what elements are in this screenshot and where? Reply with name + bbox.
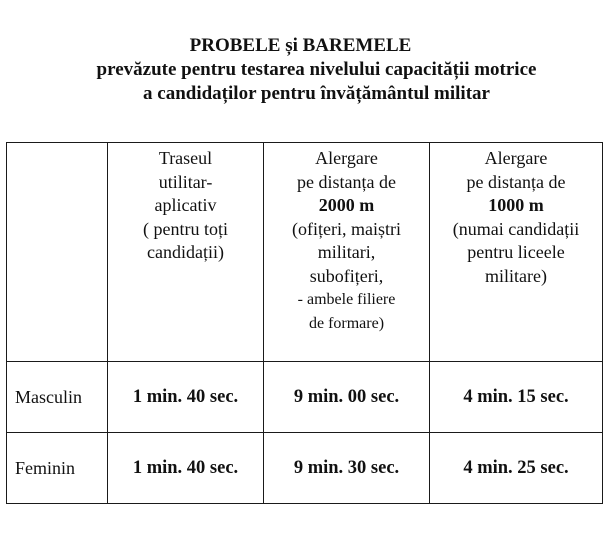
document-title — [0, 34, 609, 106]
header-traseul-line: Traseul — [158, 148, 213, 168]
header-traseul-line: ( pentru toți — [143, 218, 228, 239]
table-row-masculin — [7, 362, 603, 433]
header-2000-line: militari, — [317, 242, 376, 262]
header-1000-distance: 1000 m — [488, 195, 544, 215]
header-2000-distance: 2000 m — [318, 195, 375, 215]
table-row-feminin — [7, 433, 603, 504]
header-1000-line: militare) — [485, 265, 547, 286]
header-alergare-1000 — [430, 143, 603, 362]
header-1000-line: pe distanța de — [466, 171, 566, 192]
header-2000-line: - ambele filiere — [297, 291, 396, 308]
header-traseul-line: candidații) — [147, 242, 224, 262]
header-alergare-2000 — [264, 143, 430, 362]
corner-cell — [7, 143, 108, 362]
header-2000-line: de formare) — [308, 314, 385, 332]
header-1000-line: Alergare — [484, 148, 548, 168]
title-line-3: a candidaților pentru învățământul militar — [143, 83, 490, 104]
header-2000-line: (ofițeri, maiștri — [292, 218, 401, 239]
header-traseul — [108, 143, 264, 362]
value-cell: 4 min. 15 sec. — [430, 362, 603, 433]
value-cell: 9 min. 30 sec. — [264, 433, 430, 504]
value-cell: 1 min. 40 sec. — [108, 362, 264, 433]
header-2000-line: pe distanța de — [297, 171, 396, 192]
header-traseul-line: aplicativ — [154, 195, 217, 215]
header-1000-line: pentru liceele — [467, 242, 565, 262]
value-cell: 4 min. 25 sec. — [430, 433, 603, 504]
value-cell: 1 min. 40 sec. — [108, 433, 264, 504]
table-header-row — [7, 143, 603, 362]
value-cell: 9 min. 00 sec. — [264, 362, 430, 433]
header-1000-line: (numai candidații — [452, 218, 580, 239]
gender-cell: Masculin — [7, 362, 108, 433]
title-line-2: prevăzute pentru testarea nivelului capacității motrice — [96, 59, 537, 80]
header-traseul-line: utilitar- — [158, 171, 213, 192]
baremes-table — [6, 142, 603, 504]
header-2000-line: subofițeri, — [309, 265, 384, 286]
gender-cell: Feminin — [7, 433, 108, 504]
header-2000-line: Alergare — [315, 148, 378, 168]
title-line-1: PROBELE și BAREMELE — [189, 35, 412, 56]
